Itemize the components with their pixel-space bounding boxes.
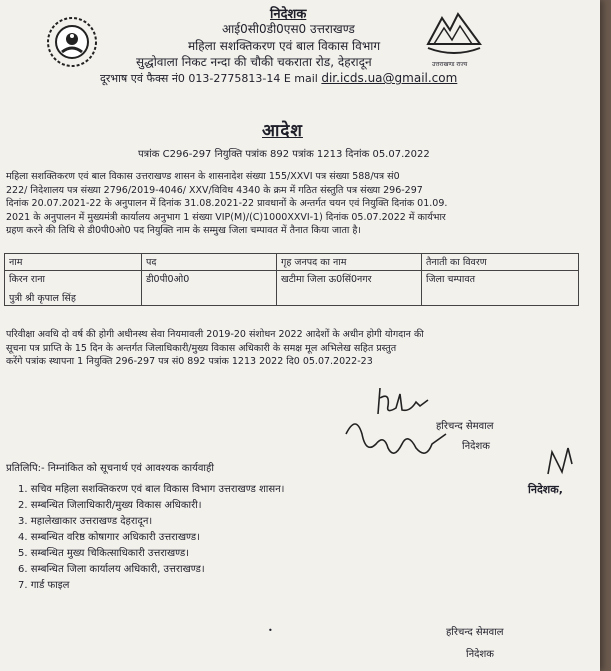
column-header-home-district: गृह जनपद का नाम xyxy=(277,254,422,271)
footer-signatory-designation: निदेशक xyxy=(466,649,494,660)
signatory-name: हरिचन्द सेमवाल xyxy=(436,421,494,432)
probation-line: करेंगे पत्रांक स्थापना 1 नियुक्ति 296-297 पत्र सं0 892 पत्रांक 1213 2022 दि0 05.07.2022-23 xyxy=(6,356,373,367)
initial-signature-icon xyxy=(542,444,582,480)
list-item: 4. सम्बन्धित वरिष्ठ कोषागार अधिकारी उत्तराखण्ड। xyxy=(18,532,200,543)
uttarakhand-state-emblem-icon xyxy=(424,4,484,60)
state-emblem-caption: उत्तराखण्ड राज्य xyxy=(432,61,468,68)
email-address: dir.icds.ua@gmail.com xyxy=(321,71,458,85)
cell-name xyxy=(5,271,142,306)
order-title: आदेश xyxy=(262,121,303,141)
probation-paragraph xyxy=(6,328,424,369)
appointment-table xyxy=(4,253,579,306)
table-header-row xyxy=(5,254,579,271)
column-header-name: नाम xyxy=(5,254,142,271)
letterhead-heading: निदेशक xyxy=(270,7,307,22)
signature-mid-designation: निदेशक, xyxy=(528,483,563,496)
reference-line: पत्रांक C296-297 नियुक्ति पत्रांक 892 पत्रांक 1213 दिनांक 05.07.2022 xyxy=(138,149,430,160)
column-header-post: पद xyxy=(142,254,277,271)
contact-line xyxy=(100,71,457,86)
list-item: 1. सचिव महिला सशक्तिकरण एवं बाल विकास विभाग उत्तराखण्ड शासन। xyxy=(18,484,285,495)
body-line: 2021 के अनुपालन में मुख्यमंत्री कार्यालय अनुभाग 1 संख्या VIP(M)/(C)1000XXVI-1) दिनांक 05.07.2022 में कार्यभार xyxy=(6,211,446,223)
column-header-posting: तैनाती का विवरण xyxy=(422,254,579,271)
cell-post: डी0पी0ओ0 xyxy=(142,271,277,306)
office-name: आई0सी0डी0एस0 उत्तराखण्ड xyxy=(222,22,355,36)
table-row xyxy=(5,271,579,306)
signatory-designation: निदेशक xyxy=(462,441,490,452)
body-line: दिनांक 20.07.2021-22 के अनुपालन में दिनांक 31.08.2021-22 प्रावधानों के अन्तर्गत चयन एवं नियुक्ति दिनांक 01.09. xyxy=(6,198,448,209)
copy-list xyxy=(18,482,284,594)
order-body xyxy=(6,170,447,238)
contact-prefix: दूरभाष एवं फैक्स नं0 013-2775813-14 E mail xyxy=(100,72,318,85)
body-line: ग्रहण करने की तिथि से डी0पी0ओ0 पद नियुक्ति नाम के सम्मुख जिला चम्पावत में तैनात किया जाता है। xyxy=(6,225,362,236)
list-item: 3. महालेखाकार उत्तराखण्ड देहरादून। xyxy=(18,516,153,527)
probation-line: परिवीक्षा अवधि दो वर्ष की होगी अधीनस्थ सेवा नियमावली 2019-20 संशोधन 2022 आदेशों के अधीन होगी योगदान की xyxy=(6,329,424,340)
cell-posting: जिला चम्पावत xyxy=(422,271,579,306)
icds-emblem-icon xyxy=(46,16,98,68)
body-line: महिला सशक्तिकरण एवं बाल विकास उत्तराखण्ड शासन के शासनादेश संख्या 155/XXVI पत्र संख्या 588/पत्र सं0 xyxy=(6,171,400,182)
list-item: 6. सम्बन्धित जिला कार्यालय अधिकारी, उत्तराखण्ड। xyxy=(18,564,205,575)
appointee-father: पुत्री श्री कृपाल सिंह xyxy=(9,293,76,304)
footer-signatory-name: हरिचन्द सेमवाल xyxy=(446,627,504,638)
list-item: 2. सम्बन्धित जिलाधिकारी/मुख्य विकास अधिकारी। xyxy=(18,500,202,511)
office-address: सुद्धोवाला निकट नन्दा की चौकी चकराता रोड, देहरादून xyxy=(136,55,372,69)
list-item: 7. गार्ड फाइल xyxy=(18,580,70,591)
list-item: 5. सम्बन्धित मुख्य चिकित्साधिकारी उत्तराखण्ड। xyxy=(18,548,190,559)
body-line: 222/ निदेशालय पत्र संख्या 2796/2019-4046/ XXV/विविध 4340 के क्रम में गठित संस्तुति पत्र संख्या 296-297 xyxy=(6,184,423,196)
cell-home-district: खटीमा जिला ऊ0सिं0नगर xyxy=(277,271,422,306)
copy-heading: प्रतिलिपि:- निम्नांकित को सूचनार्थ एवं आवश्यक कार्यवाही xyxy=(6,463,214,474)
probation-line: सूचना पत्र प्राप्ति के 15 दिन के अन्तर्गत जिलाधिकारी/मुख्य विकास अधिकारी के समक्ष मूल अभिलेख सहित प्रस्तुत xyxy=(6,342,397,354)
handwritten-signature-icon xyxy=(336,404,456,474)
department-name: महिला सशक्तिकरण एवं बाल विकास विभाग xyxy=(188,39,381,53)
appointee-name: किरन राना xyxy=(9,274,46,285)
stray-mark: • xyxy=(268,626,273,635)
